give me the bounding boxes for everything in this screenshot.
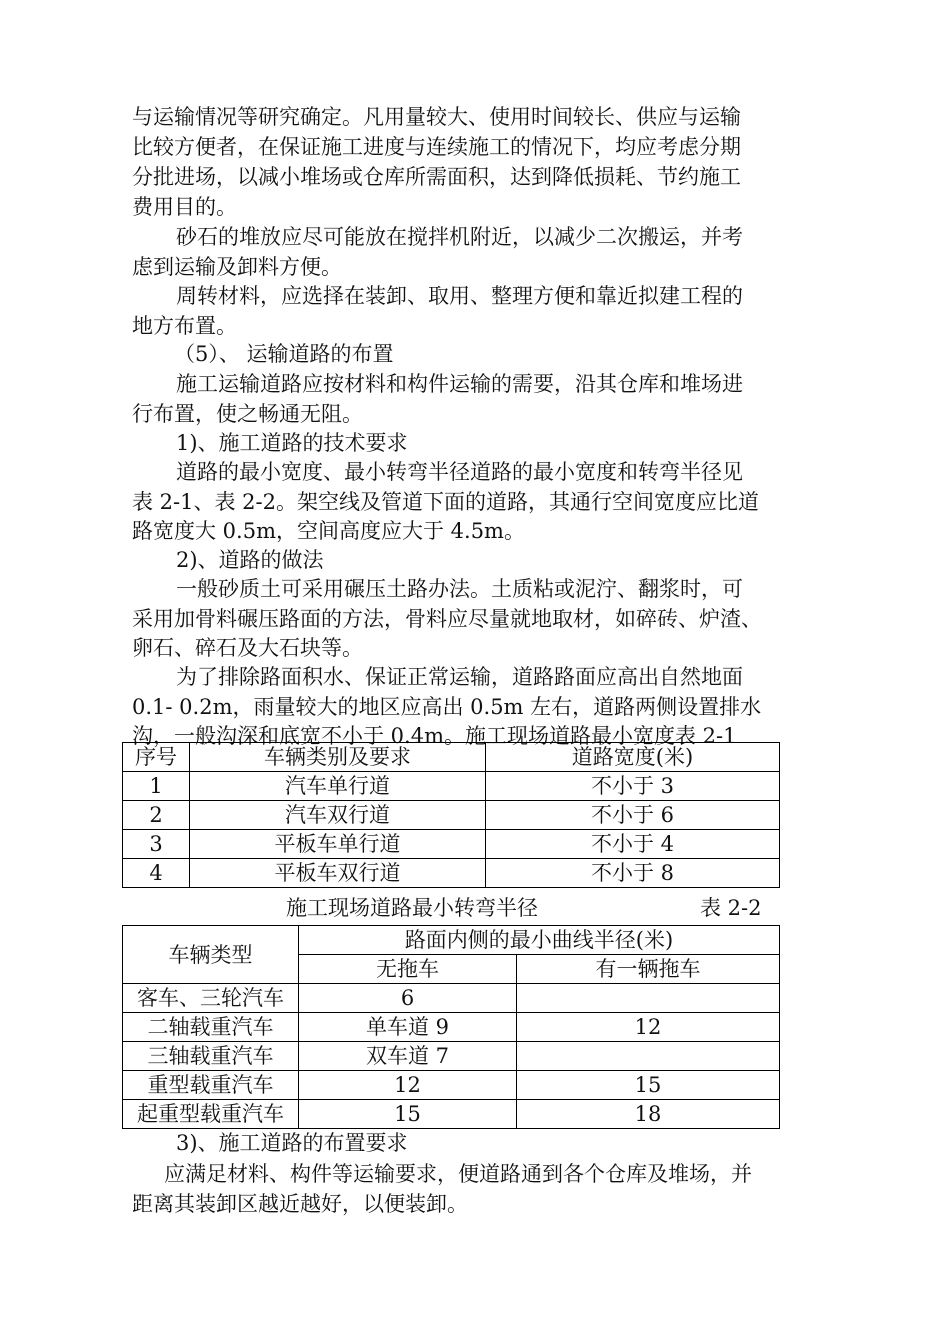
table-header-row: [123, 926, 780, 955]
paragraph-line: 周转材料，应选择在装卸、取用、整理方便和靠近拟建工程的: [176, 284, 743, 308]
table-cell: 12: [299, 1071, 517, 1100]
table-cell: [517, 1042, 780, 1071]
table-caption-title: 施工现场道路最小转弯半径: [286, 896, 538, 920]
table-header-cell: 序号: [123, 743, 190, 772]
table-cell: 15: [299, 1100, 517, 1129]
table-cell: 二轴载重汽车: [123, 1013, 299, 1042]
table-cell: 汽车双行道: [190, 801, 486, 830]
table-row: [123, 801, 780, 830]
paragraph-line: 分批进场，以减小堆场或仓库所需面积，达到降低损耗、节约施工: [132, 165, 741, 189]
paragraph-line: 应满足材料、构件等运输要求，便道路通到各个仓库及堆场，并: [164, 1162, 752, 1186]
table-cell: 2: [123, 801, 190, 830]
paragraph-line: 行布置，使之畅通无阻。: [132, 402, 363, 426]
table-row: [123, 830, 780, 859]
table-row: [123, 1071, 780, 1100]
paragraph-line: 地方布置。: [132, 314, 237, 338]
table-row: [123, 772, 780, 801]
table-cell: 起重型载重汽车: [123, 1100, 299, 1129]
subsection-heading: 2)、道路的做法: [176, 548, 324, 572]
table-cell: 18: [517, 1100, 780, 1129]
paragraph-line: 距离其装卸区越近越好，以便装卸。: [132, 1192, 468, 1216]
paragraph-line: 虑到运输及卸料方便。: [132, 255, 342, 279]
table-caption-number: 表 2-2: [700, 896, 762, 920]
table-cell: 4: [123, 859, 190, 888]
table-cell: 3: [123, 830, 190, 859]
table-header-cell: 路面内侧的最小曲线半径(米): [299, 926, 780, 955]
paragraph-line: 路宽度大 0.5m，空间高度应大于 4.5m。: [132, 519, 525, 543]
table-cell: 不小于 6: [486, 801, 780, 830]
paragraph-line: 道路的最小宽度、最小转弯半径道路的最小宽度和转弯半径见: [176, 460, 743, 484]
table-header-cell: 道路宽度(米): [486, 743, 780, 772]
subsection-heading: 3)、施工道路的布置要求: [176, 1131, 408, 1155]
subsection-heading: 1)、施工道路的技术要求: [176, 431, 408, 455]
table-cell: 1: [123, 772, 190, 801]
paragraph-line: 与运输情况等研究确定。凡用量较大、使用时间较长、供应与运输: [132, 105, 741, 129]
paragraph-line: 沟，一般沟深和底宽不小于 0.4m。施工现场道路最小宽度表 2-1: [132, 724, 737, 748]
paragraph-line: 比较方便者，在保证施工进度与连续施工的情况下，均应考虑分期: [132, 135, 741, 159]
table-row: [123, 1013, 780, 1042]
table-cell: 不小于 3: [486, 772, 780, 801]
table-cell: 平板车单行道: [190, 830, 486, 859]
table-header-cell: 车辆类别及要求: [190, 743, 486, 772]
table-cell: 不小于 8: [486, 859, 780, 888]
paragraph-line: 卵石、碎石及大石块等。: [132, 636, 363, 660]
table-cell: 双车道 7: [299, 1042, 517, 1071]
table-cell: 单车道 9: [299, 1013, 517, 1042]
table-cell: 汽车单行道: [190, 772, 486, 801]
table-row: [123, 859, 780, 888]
table-cell: 15: [517, 1071, 780, 1100]
paragraph-line: 一般砂质土可采用碾压土路办法。土质粘或泥泞、翻浆时，可: [176, 577, 743, 601]
table-cell: 客车、三轮汽车: [123, 984, 299, 1013]
road-width-table: [122, 742, 780, 888]
table-row: [123, 984, 780, 1013]
table-header-row: [123, 743, 780, 772]
table-cell: 不小于 4: [486, 830, 780, 859]
paragraph-line: 为了排除路面积水、保证正常运输，道路路面应高出自然地面: [176, 665, 743, 689]
table-row: [123, 1042, 780, 1071]
table-cell: 重型载重汽车: [123, 1071, 299, 1100]
table-cell: [517, 984, 780, 1013]
table-header-cell: 有一辆拖车: [517, 955, 780, 984]
table-cell: 三轴载重汽车: [123, 1042, 299, 1071]
table-cell: 6: [299, 984, 517, 1013]
table-header-cell: 无拖车: [299, 955, 517, 984]
paragraph-line: 0.1- 0.2m，雨量较大的地区应高出 0.5m 左右，道路两侧设置排水: [132, 695, 762, 719]
paragraph-line: 表 2-1、表 2-2。架空线及管道下面的道路，其通行空间宽度应比道: [132, 490, 759, 514]
table-cell: 12: [517, 1013, 780, 1042]
paragraph-line: 费用目的。: [132, 195, 237, 219]
table-row: [123, 1100, 780, 1129]
paragraph-line: 采用加骨料碾压路面的方法，骨料应尽量就地取材，如碎砖、炉渣、: [132, 607, 762, 631]
table-caption: [0, 893, 950, 923]
paragraph-line: 砂石的堆放应尽可能放在搅拌机附近，以减少二次搬运，并考: [176, 225, 743, 249]
table-cell: 平板车双行道: [190, 859, 486, 888]
turning-radius-table: [122, 925, 780, 1129]
section-heading: （5）、 运输道路的布置: [174, 342, 394, 366]
table-header-cell: 车辆类型: [123, 926, 299, 984]
paragraph-line: 施工运输道路应按材料和构件运输的需要，沿其仓库和堆场进: [176, 372, 743, 396]
